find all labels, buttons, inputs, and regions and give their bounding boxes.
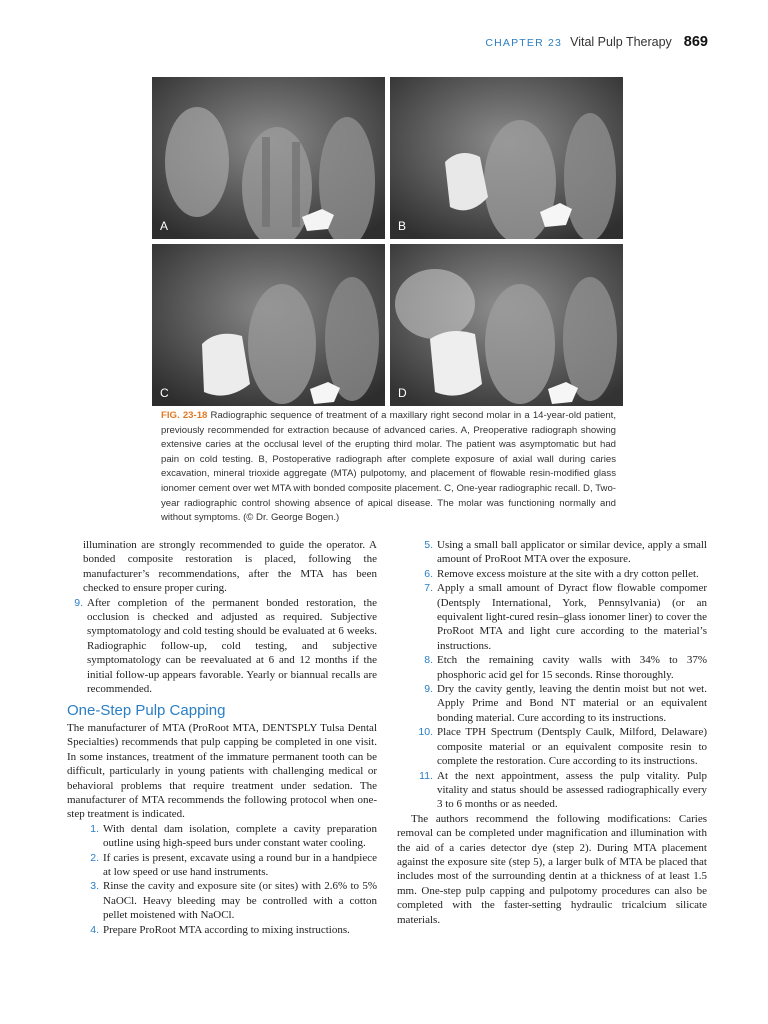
list-number: 11. [419,769,433,782]
list-item [67,851,377,880]
section-intro: The manufacturer of MTA (ProRoot MTA, DENTSPLY Tulsa Dental Specialties) recommends that pulp capping be completed in one visit. In some instances, treatment of the immature permanent tooth can be difficult, particularly in young patients with challenging medical or behavioral problems that require treatment under sedation. The manufacturer of MTA recommends the following protocol when one-step treatment is indicated. [67,721,377,821]
list-number: 5. [424,539,433,551]
chapter-title: Vital Pulp Therapy [570,35,672,49]
list-number: 8. [424,654,433,667]
list-item [397,581,707,653]
list-number: 1. [90,822,99,835]
radiograph-panel-c [152,244,385,406]
list-item [67,879,377,922]
list-text: Prepare ProRoot MTA according to mixing instructions. [103,923,350,936]
list-text: After completion of the permanent bonded restoration, the occlusion is checked and adjusted as required. Subjective symptomatology and cold testing should be evaluated at 6 weeks. Radiographic follow-up, cold testing, and subjective symptomatology can be reevaluated at 6 and 12 months if the initial follow-up appears favorable. Yearly or biannual recalls are recommended. [87,596,377,696]
list-item [67,822,377,851]
panel-label-c: C [160,386,169,400]
page-number: 869 [683,34,708,50]
list-text: If caries is present, excavate using a round bur in a handpiece at low speed or use hand instruments. [103,851,377,878]
panel-label-b: B [398,219,407,233]
panel-label-d: D [398,386,407,400]
panel-label-a: A [160,219,169,233]
list-number: 7. [424,582,433,595]
list-text: Dry the cavity gently, leaving the dentin moist but not wet. Apply Prime and Bond NT material or an equivalent bonding material. Cure according to its instructions. [437,683,707,724]
figure-caption [161,409,616,526]
list-item [397,538,707,567]
list-number: 9. [74,596,83,609]
radiograph-a-image [152,77,385,239]
list-text: Apply a small amount of Dyract flow flowable compomer (Dentsply International, York, Pennsylvania) (or an equivalent light-cured resin–glass ionomer liner) to cover the ProRoot MTA and light cure according to the material’s instructions. [437,582,707,652]
list-text: Etch the remaining cavity walls with 34% to 37% phosphoric acid gel for 15 seconds. Rinse thoroughly. [437,654,707,681]
radiograph-c-image [152,244,385,406]
list-item [67,596,377,697]
figure-caption-text: Radiographic sequence of treatment of a maxillary right second molar in a 14-year-old patient, previously recommended for extraction because of advanced caries. A, Preoperative radiograph showing extensive caries at the occlusal level of the erupting third molar. The patient was asymptomatic but had pain on cold testing. B, Postoperative radiograph after complete exposure of axial wall during caries excavation, mineral trioxide aggregate (MTA) pulpotomy, and placement of flowable resin-modified glass ionomer cement over wet MTA with bonded composite placement. C, One-year radiographic recall. D, Two-year radiographic control showing absence of apical disease. The molar was functioning normally and without symptoms. (© Dr. George Bogen.) [161,410,617,524]
list-item [397,769,707,812]
radiograph-figure [152,77,623,407]
list-text: Remove excess moisture at the site with a dry cotton pellet. [437,567,699,580]
list-item [397,653,707,682]
list-item [397,567,707,581]
section-heading: One-Step Pulp Capping [67,702,226,720]
continued-paragraph: illumination are strongly recommended to guide the operator. A bonded composite restoration is placed, following the manufacturer’s recommendations, after the MTA has been checked to ensure proper curing. [83,539,377,595]
list-item [397,682,707,725]
left-column [67,538,377,937]
list-number: 3. [90,880,99,893]
list-item [67,923,377,937]
list-number: 4. [90,923,99,936]
list-text: Place TPH Spectrum (Dentsply Caulk, Milford, Delaware) composite material or an equivalent composite resin to complete the restoration. Cure according to its instructions. [437,726,707,768]
radiograph-panel-d [390,244,623,406]
list-text: Using a small ball applicator or similar device, apply a small amount of ProRoot MTA over the exposure. [437,539,707,566]
list-number: 10. [418,726,433,739]
radiograph-panel-b [390,77,623,239]
figure-label: FIG. 23-18 [161,410,208,421]
radiograph-d-image [390,244,623,406]
radiograph-panel-a [152,77,385,239]
list-text: Rinse the cavity and exposure site (or sites) with 2.6% to 5% NaOCl. Heavy bleeding may be controlled with a cotton pellet moistened with NaOCl. [103,880,377,922]
list-text: At the next appointment, assess the pulp vitality. Pulp vitality and status should be assessed radiographically every 3 to 6 months or as needed. [437,769,707,811]
chapter-label: CHAPTER 23 [485,37,563,49]
closing-paragraph: The authors recommend the following modifications: Caries removal can be completed under magnification and illumination with the aid of a caries detector dye (step 2). During MTA placement against the exposure site (step 5), a larger bulk of MTA be placed that includes most of the surrounding dentin at a thickness of at least 1.5 mm. One-step pulp capping and pulpotomy procedures can also be completed with the faster-setting hydraulic tricalcium silicate materials. [397,812,707,926]
radiograph-b-image [390,77,623,239]
list-number: 9. [424,683,433,696]
right-column [397,538,707,927]
running-header [485,34,708,50]
list-text: With dental dam isolation, complete a cavity preparation outline using high-speed burs under constant water cooling. [103,822,377,850]
list-number: 2. [90,851,99,864]
list-number: 6. [424,567,433,580]
list-item [397,725,707,768]
